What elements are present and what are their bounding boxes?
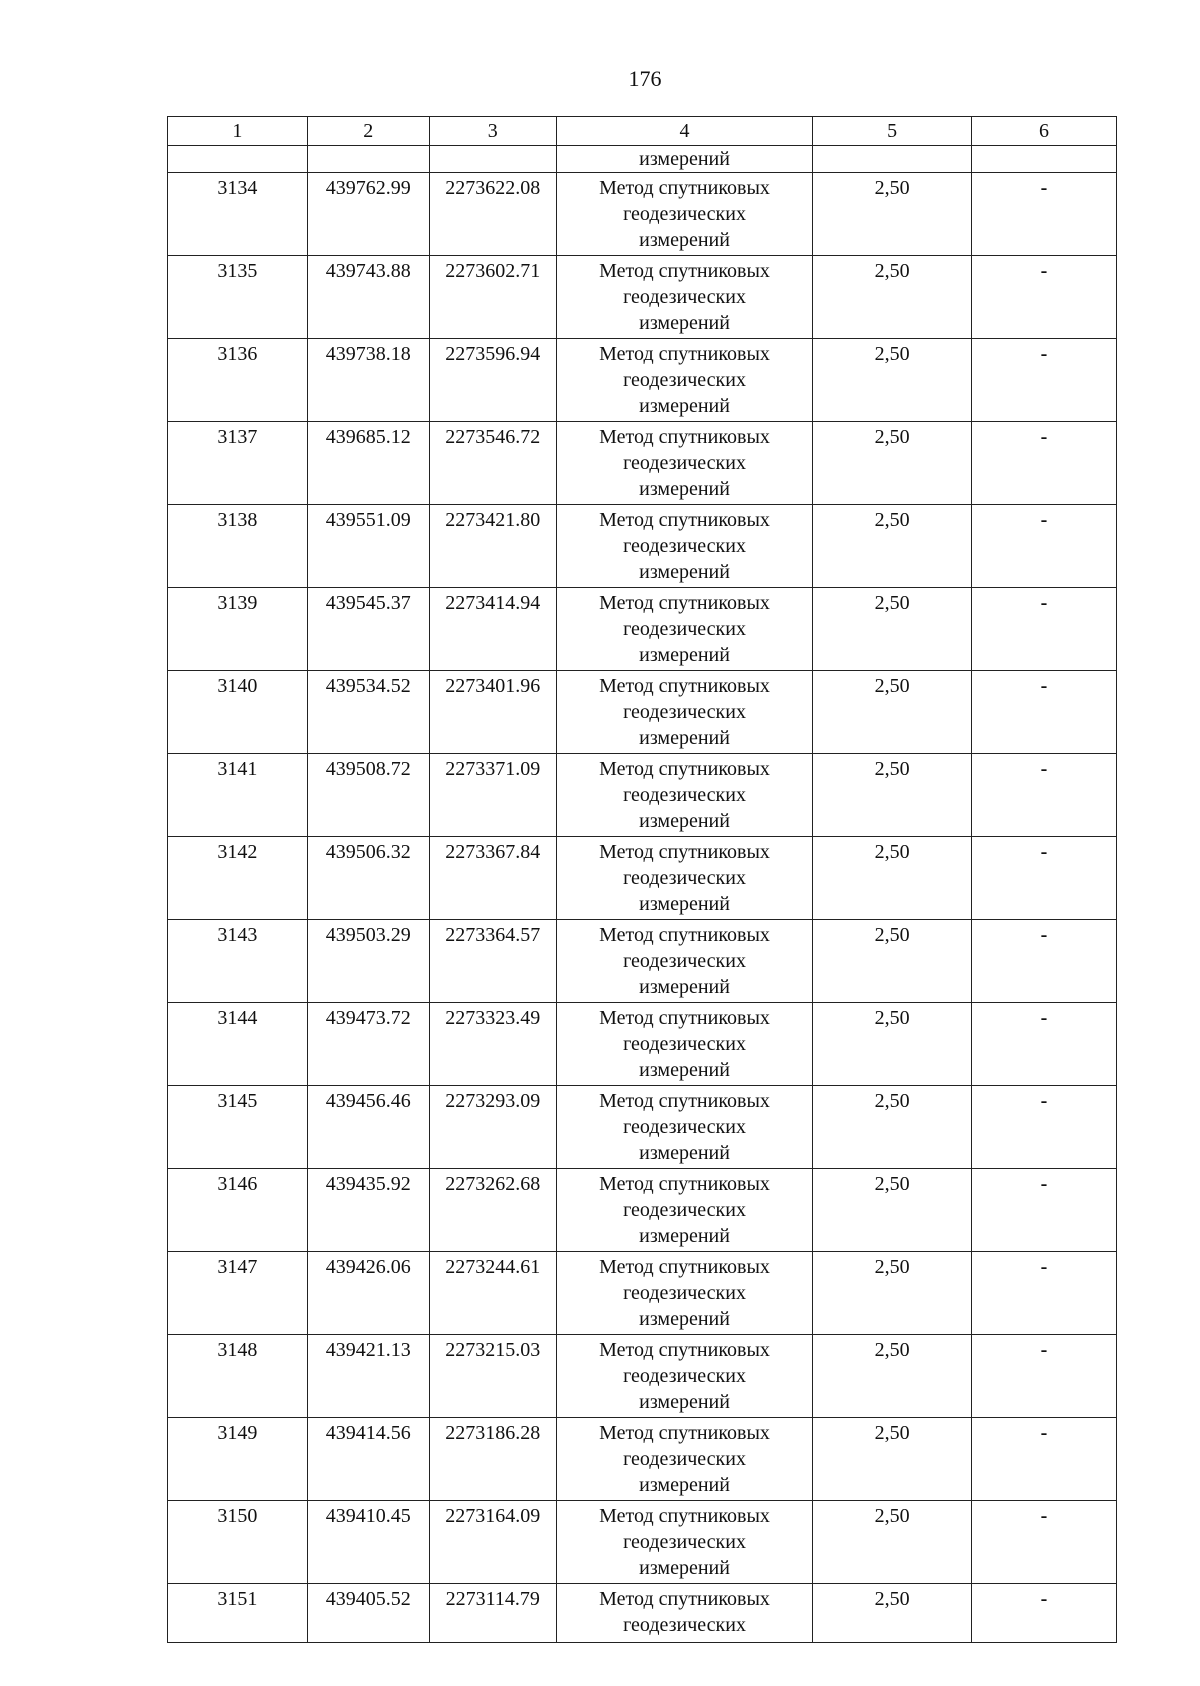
table-row xyxy=(168,920,1117,1003)
x-coordinate: 439743.88 xyxy=(307,256,429,339)
point-number: 3149 xyxy=(168,1418,308,1501)
method-line: измерений xyxy=(639,1557,730,1579)
table-row xyxy=(168,505,1117,588)
method-description xyxy=(556,1418,812,1501)
note-dash: - xyxy=(971,837,1116,920)
point-number: 3146 xyxy=(168,1169,308,1252)
table-row xyxy=(168,588,1117,671)
y-coordinate: 2273622.08 xyxy=(429,173,556,256)
coordinates-table xyxy=(167,116,1117,1643)
method-line: Метод спутниковых xyxy=(599,1256,770,1278)
method-line: измерений xyxy=(639,727,730,749)
method-description xyxy=(556,920,812,1003)
header-cell-6: 6 xyxy=(971,117,1116,146)
method-line: Метод спутниковых xyxy=(599,1588,770,1610)
point-number: 3142 xyxy=(168,837,308,920)
table-row-last xyxy=(168,1584,1117,1643)
method-line: измерений xyxy=(639,1142,730,1164)
y-coordinate: 2273546.72 xyxy=(429,422,556,505)
method-description xyxy=(556,837,812,920)
method-line: измерений xyxy=(639,893,730,915)
method-line: Метод спутниковых xyxy=(599,841,770,863)
header-cell-5: 5 xyxy=(813,117,972,146)
method-line: Метод спутниковых xyxy=(599,675,770,697)
accuracy-value: 2,50 xyxy=(813,505,972,588)
accuracy-value: 2,50 xyxy=(813,1584,972,1643)
point-number: 3135 xyxy=(168,256,308,339)
method-line: измерений xyxy=(639,644,730,666)
method-line: геодезических xyxy=(623,1531,746,1553)
method-description xyxy=(556,671,812,754)
method-line: геодезических xyxy=(623,286,746,308)
method-line: измерений xyxy=(639,1225,730,1247)
method-line: Метод спутниковых xyxy=(599,1339,770,1361)
method-line: измерений xyxy=(639,810,730,832)
note-dash: - xyxy=(971,256,1116,339)
point-number: 3147 xyxy=(168,1252,308,1335)
point-number: 3139 xyxy=(168,588,308,671)
point-number: 3136 xyxy=(168,339,308,422)
method-line: геодезических xyxy=(623,1614,746,1636)
x-coordinate: 439738.18 xyxy=(307,339,429,422)
method-line: измерений xyxy=(639,229,730,251)
point-number: 3150 xyxy=(168,1501,308,1584)
x-coordinate: 439426.06 xyxy=(307,1252,429,1335)
point-number: 3138 xyxy=(168,505,308,588)
point-number: 3143 xyxy=(168,920,308,1003)
y-coordinate: 2273293.09 xyxy=(429,1086,556,1169)
method-line: геодезических xyxy=(623,618,746,640)
table-row xyxy=(168,671,1117,754)
note-dash: - xyxy=(971,1501,1116,1584)
x-coordinate: 439685.12 xyxy=(307,422,429,505)
note-dash: - xyxy=(971,1584,1116,1643)
header-cell-1: 1 xyxy=(168,117,308,146)
y-coordinate: 2273371.09 xyxy=(429,754,556,837)
note-dash: - xyxy=(971,1003,1116,1086)
method-line: Метод спутниковых xyxy=(599,758,770,780)
x-coordinate: 439503.29 xyxy=(307,920,429,1003)
method-line: измерений xyxy=(639,1474,730,1496)
header-cell-3: 3 xyxy=(429,117,556,146)
method-line: Метод спутниковых xyxy=(599,1007,770,1029)
method-line: Метод спутниковых xyxy=(599,1422,770,1444)
accuracy-value: 2,50 xyxy=(813,339,972,422)
method-description xyxy=(556,422,812,505)
method-line: Метод спутниковых xyxy=(599,177,770,199)
point-number: 3141 xyxy=(168,754,308,837)
y-coordinate: 2273364.57 xyxy=(429,920,556,1003)
accuracy-value: 2,50 xyxy=(813,920,972,1003)
table-row xyxy=(168,339,1117,422)
method-line: измерений xyxy=(639,395,730,417)
method-description xyxy=(556,505,812,588)
table-row xyxy=(168,173,1117,256)
y-coordinate: 2273401.96 xyxy=(429,671,556,754)
accuracy-value: 2,50 xyxy=(813,1252,972,1335)
method-description xyxy=(556,588,812,671)
note-dash: - xyxy=(971,920,1116,1003)
accuracy-value: 2,50 xyxy=(813,422,972,505)
method-line: Метод спутниковых xyxy=(599,260,770,282)
accuracy-value: 2,50 xyxy=(813,1086,972,1169)
method-line: измерений xyxy=(639,976,730,998)
table-row xyxy=(168,256,1117,339)
method-line: геодезических xyxy=(623,452,746,474)
method-line: Метод спутниковых xyxy=(599,426,770,448)
method-line: измерений xyxy=(639,561,730,583)
accuracy-value: 2,50 xyxy=(813,671,972,754)
note-dash: - xyxy=(971,671,1116,754)
method-line: геодезических xyxy=(623,950,746,972)
accuracy-value: 2,50 xyxy=(813,1169,972,1252)
accuracy-value: 2,50 xyxy=(813,256,972,339)
page-number: 176 xyxy=(628,66,662,91)
table-row xyxy=(168,1252,1117,1335)
x-coordinate: 439414.56 xyxy=(307,1418,429,1501)
x-coordinate: 439762.99 xyxy=(307,173,429,256)
method-line: геодезических xyxy=(623,203,746,225)
method-line: измерений xyxy=(639,312,730,334)
method-line: геодезических xyxy=(623,1033,746,1055)
cont-cell-description: измерений xyxy=(556,146,812,173)
accuracy-value: 2,50 xyxy=(813,173,972,256)
method-line: геодезических xyxy=(623,867,746,889)
point-number: 3148 xyxy=(168,1335,308,1418)
cont-cell-5 xyxy=(813,146,972,173)
y-coordinate: 2273164.09 xyxy=(429,1501,556,1584)
x-coordinate: 439473.72 xyxy=(307,1003,429,1086)
note-dash: - xyxy=(971,1086,1116,1169)
method-description xyxy=(556,1335,812,1418)
method-line: геодезических xyxy=(623,784,746,806)
method-description xyxy=(556,1584,812,1643)
table-row xyxy=(168,1169,1117,1252)
y-coordinate: 2273602.71 xyxy=(429,256,556,339)
cont-cell-6 xyxy=(971,146,1116,173)
point-number: 3134 xyxy=(168,173,308,256)
x-coordinate: 439456.46 xyxy=(307,1086,429,1169)
x-coordinate: 439545.37 xyxy=(307,588,429,671)
y-coordinate: 2273244.61 xyxy=(429,1252,556,1335)
note-dash: - xyxy=(971,754,1116,837)
method-description xyxy=(556,1086,812,1169)
note-dash: - xyxy=(971,1418,1116,1501)
table-row xyxy=(168,1501,1117,1584)
method-line: Метод спутниковых xyxy=(599,1173,770,1195)
y-coordinate: 2273215.03 xyxy=(429,1335,556,1418)
point-number: 3151 xyxy=(168,1584,308,1643)
method-description xyxy=(556,754,812,837)
y-coordinate: 2273323.49 xyxy=(429,1003,556,1086)
method-description xyxy=(556,173,812,256)
method-line: измерений xyxy=(639,1391,730,1413)
method-line: Метод спутниковых xyxy=(599,1505,770,1527)
y-coordinate: 2273596.94 xyxy=(429,339,556,422)
method-description xyxy=(556,339,812,422)
method-line: геодезических xyxy=(623,1116,746,1138)
table-row xyxy=(168,1335,1117,1418)
method-description xyxy=(556,1252,812,1335)
continuation-row xyxy=(168,146,1117,173)
table-row xyxy=(168,754,1117,837)
x-coordinate: 439435.92 xyxy=(307,1169,429,1252)
method-description xyxy=(556,256,812,339)
method-line: измерений xyxy=(639,1308,730,1330)
table-row xyxy=(168,1003,1117,1086)
note-dash: - xyxy=(971,422,1116,505)
method-line: геодезических xyxy=(623,369,746,391)
x-coordinate: 439534.52 xyxy=(307,671,429,754)
x-coordinate: 439405.52 xyxy=(307,1584,429,1643)
y-coordinate: 2273367.84 xyxy=(429,837,556,920)
note-dash: - xyxy=(971,1335,1116,1418)
method-description xyxy=(556,1003,812,1086)
accuracy-value: 2,50 xyxy=(813,588,972,671)
accuracy-value: 2,50 xyxy=(813,837,972,920)
accuracy-value: 2,50 xyxy=(813,1418,972,1501)
method-line: Метод спутниковых xyxy=(599,1090,770,1112)
point-number: 3140 xyxy=(168,671,308,754)
method-line: геодезических xyxy=(623,1199,746,1221)
x-coordinate: 439508.72 xyxy=(307,754,429,837)
y-coordinate: 2273186.28 xyxy=(429,1418,556,1501)
y-coordinate: 2273262.68 xyxy=(429,1169,556,1252)
note-dash: - xyxy=(971,1252,1116,1335)
table-row xyxy=(168,422,1117,505)
method-line: измерений xyxy=(639,1059,730,1081)
x-coordinate: 439551.09 xyxy=(307,505,429,588)
method-line: Метод спутниковых xyxy=(599,592,770,614)
point-number: 3137 xyxy=(168,422,308,505)
point-number: 3144 xyxy=(168,1003,308,1086)
method-line: Метод спутниковых xyxy=(599,509,770,531)
table-row xyxy=(168,1418,1117,1501)
method-line: геодезических xyxy=(623,1448,746,1470)
table-row xyxy=(168,837,1117,920)
y-coordinate: 2273414.94 xyxy=(429,588,556,671)
table-row xyxy=(168,1086,1117,1169)
note-dash: - xyxy=(971,1169,1116,1252)
cont-cell-3 xyxy=(429,146,556,173)
header-row xyxy=(168,117,1117,146)
y-coordinate: 2273114.79 xyxy=(429,1584,556,1643)
accuracy-value: 2,50 xyxy=(813,1335,972,1418)
cont-cell-2 xyxy=(307,146,429,173)
method-line: геодезических xyxy=(623,535,746,557)
method-line: геодезических xyxy=(623,701,746,723)
method-line: геодезических xyxy=(623,1282,746,1304)
x-coordinate: 439506.32 xyxy=(307,837,429,920)
note-dash: - xyxy=(971,173,1116,256)
method-line: Метод спутниковых xyxy=(599,343,770,365)
method-line: геодезических xyxy=(623,1365,746,1387)
note-dash: - xyxy=(971,505,1116,588)
cont-cell-1 xyxy=(168,146,308,173)
accuracy-value: 2,50 xyxy=(813,1501,972,1584)
accuracy-value: 2,50 xyxy=(813,1003,972,1086)
accuracy-value: 2,50 xyxy=(813,754,972,837)
method-description xyxy=(556,1169,812,1252)
note-dash: - xyxy=(971,339,1116,422)
x-coordinate: 439410.45 xyxy=(307,1501,429,1584)
method-line: Метод спутниковых xyxy=(599,924,770,946)
y-coordinate: 2273421.80 xyxy=(429,505,556,588)
x-coordinate: 439421.13 xyxy=(307,1335,429,1418)
note-dash: - xyxy=(971,588,1116,671)
method-description xyxy=(556,1501,812,1584)
method-line: измерений xyxy=(639,478,730,500)
header-cell-2: 2 xyxy=(307,117,429,146)
header-cell-4: 4 xyxy=(556,117,812,146)
point-number: 3145 xyxy=(168,1086,308,1169)
